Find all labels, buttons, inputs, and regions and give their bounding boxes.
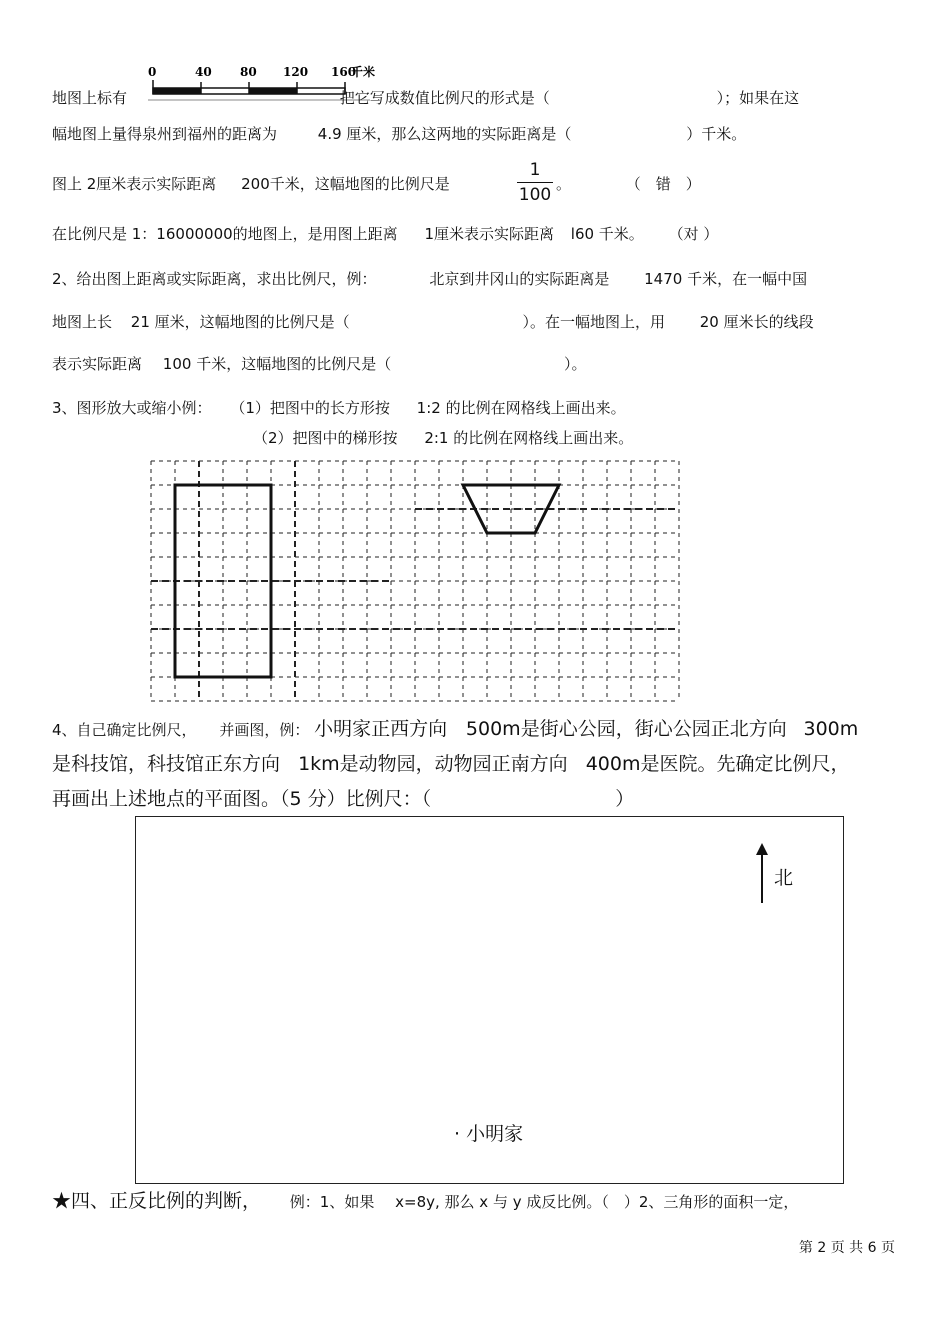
q5-heading: ★四、正反比例的判断， xyxy=(52,1190,262,1212)
q2-line-1 xyxy=(52,269,807,289)
fraction-numerator: 1 xyxy=(529,160,541,180)
q3-l2-a: （2）把图中的梯形按 xyxy=(253,429,398,447)
q2-l2-c: ）。在一幅地图上，用 xyxy=(522,313,665,331)
q4-l2-a: 是科技馆，科技馆正东方向 xyxy=(52,753,281,775)
fraction xyxy=(517,160,553,205)
q4-l1-d: 500m是街心公园，街心公园正北方向 xyxy=(465,718,787,740)
fraction-denominator: 100 xyxy=(518,185,552,205)
q1-line-1 xyxy=(52,88,799,108)
q1-line-4 xyxy=(52,224,718,244)
q4-l2-c: 400m是医院。先确定比例尺， xyxy=(585,753,850,775)
q4-line-1 xyxy=(52,716,858,742)
fraction-bar xyxy=(517,182,553,183)
scale-unit: 千米 xyxy=(351,65,375,79)
scale-tick-120: 120 xyxy=(283,65,309,79)
map-drawing-box[interactable] xyxy=(135,816,844,1184)
q2-l3-c: ）。 xyxy=(563,355,587,373)
q2-line-3 xyxy=(52,354,587,374)
q3-l1-a: 3、图形放大或缩小例： xyxy=(52,399,212,417)
q1-l4-a: 在比例尺是 1：16000000的地图上，是用图上距离 xyxy=(52,225,398,243)
q3-l1-b: （1）把图中的长方形按 xyxy=(230,399,390,417)
q4-l1-c: 小明家正西方向 xyxy=(314,718,448,740)
north-label: 北 xyxy=(774,867,794,889)
page-footer: 第 2 页 共 6 页 xyxy=(798,1240,895,1256)
q1-l2-a: 幅地图上量得泉州到福州的距离为 xyxy=(52,125,278,143)
q2-l3-b: 100 千米，这幅地图的比例尺是（ xyxy=(162,355,392,373)
q3-line-2 xyxy=(253,428,633,448)
q2-l2-d: 20 厘米长的线段 xyxy=(699,313,814,331)
q1-l3-b: 200千米，这幅地图的比例尺是 xyxy=(241,175,450,193)
q3-line-1 xyxy=(52,398,626,418)
q4-line-3 xyxy=(52,786,634,812)
q1-l4-c: l60 千米。 xyxy=(570,225,644,243)
q1-l3-answer: （ 错 ） xyxy=(625,175,701,193)
q1-l3-c: 。 xyxy=(556,175,572,193)
scale-tick-40: 40 xyxy=(195,65,212,79)
q1-l3-a: 图上 2厘米表示实际距离 xyxy=(52,175,217,193)
q2-l1-b: 北京到井冈山的实际距离是 xyxy=(429,270,610,288)
drawing-grid xyxy=(148,460,684,706)
q1-l1-c: ）；如果在这 xyxy=(716,89,800,107)
q1-l1-b: 把它写成数值比例尺的形式是（ xyxy=(339,89,550,107)
scale-tick-0: 0 xyxy=(148,65,157,79)
q5-b: 例：1、如果 xyxy=(289,1193,375,1211)
q2-l3-a: 表示实际距离 xyxy=(52,355,143,373)
north-arrow-icon xyxy=(752,843,772,905)
q1-l2-c: ）千米。 xyxy=(686,125,747,143)
q2-l1-a: 2、给出图上距离或实际距离，求出比例尺，例： xyxy=(52,270,377,288)
q4-l1-e: 300m xyxy=(803,718,859,740)
q2-l1-c: 1470 千米，在一幅中国 xyxy=(644,270,808,288)
q2-l2-b: 21 厘米，这幅地图的比例尺是（ xyxy=(130,313,350,331)
q2-l2-a: 地图上长 xyxy=(52,313,113,331)
q3-l1-c: 1:2 的比例在网格线上画出来。 xyxy=(416,399,626,417)
q2-line-2 xyxy=(52,312,814,332)
scale-tick-160: 160 xyxy=(331,65,357,79)
grid-lines xyxy=(151,461,679,701)
q4-l3-a: 再画出上述地点的平面图。（5 分）比例尺：（ xyxy=(52,788,432,810)
q4-line-2 xyxy=(52,751,850,777)
q5-c: x=8y, 那么 x 与 y 成反比例。（ ）2、三角形的面积一定， xyxy=(395,1193,799,1211)
q4-l2-b: 1km是动物园，动物园正南方向 xyxy=(298,753,568,775)
scale-tick-80: 80 xyxy=(240,65,257,79)
q4-l1-a: 4、自己确定比例尺， xyxy=(52,721,197,739)
q1-l2-b: 4.9 厘米，那么这两地的实际距离是（ xyxy=(317,125,572,143)
q5-line xyxy=(52,1188,798,1214)
q1-l1-a: 地图上标有 xyxy=(52,89,128,107)
q1-l4-b: 1厘米表示实际距离 xyxy=(424,225,554,243)
q4-l1-b: 并画图，例： xyxy=(219,721,310,739)
q1-line-3 xyxy=(52,174,450,194)
q3-l2-b: 2:1 的比例在网格线上画出来。 xyxy=(424,429,634,447)
q1-l4-answer: （对 ） xyxy=(668,225,719,243)
q1-line-2 xyxy=(52,124,746,144)
q1-line-3-tail xyxy=(556,174,701,194)
q4-l3-b: ） xyxy=(615,788,635,810)
xiaoming-home-label: · 小明家 xyxy=(454,1123,524,1145)
